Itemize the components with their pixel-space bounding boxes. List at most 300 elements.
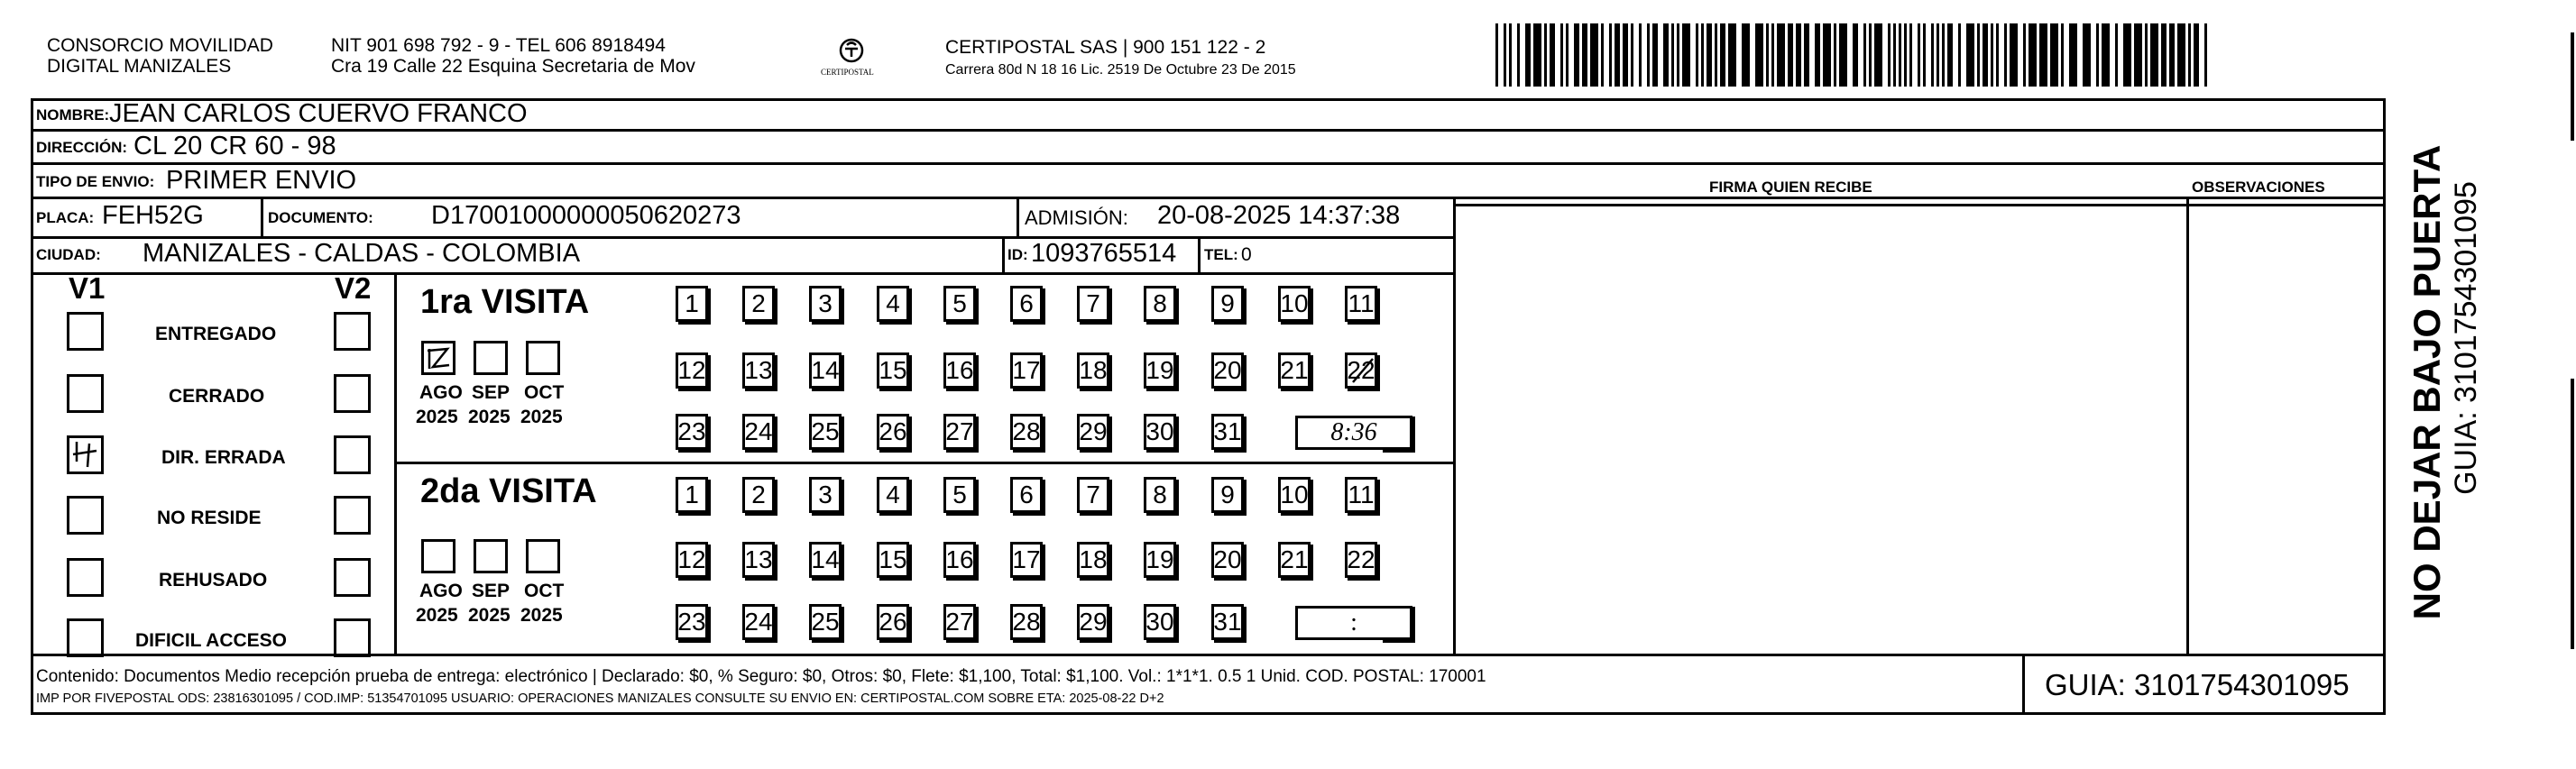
barcode-bar <box>1766 23 1769 87</box>
day-number: 24 <box>744 417 773 445</box>
day-number: 28 <box>1012 608 1041 636</box>
day-number: 30 <box>1145 608 1174 636</box>
day-number: 16 <box>945 356 974 384</box>
day-box-6[interactable] <box>1010 286 1043 322</box>
barcode-bar <box>1550 23 1555 87</box>
day-number: 10 <box>1280 481 1309 508</box>
barcode-bar <box>1701 23 1704 87</box>
barcode-bar <box>1615 23 1620 87</box>
v2-header: V2 <box>335 271 372 305</box>
v1-checkbox[interactable] <box>67 374 104 413</box>
divider <box>1453 204 2186 206</box>
day-box-17[interactable] <box>1010 352 1043 389</box>
day-box-5[interactable] <box>943 477 976 513</box>
barcode-bar <box>1823 23 1831 87</box>
day-box-25[interactable] <box>809 414 842 450</box>
barcode-bar <box>1834 23 1836 87</box>
day-box-18[interactable] <box>1077 352 1109 389</box>
day-box-11[interactable] <box>1345 477 1377 513</box>
barcode-bar <box>1923 23 1926 87</box>
day-number: 23 <box>677 417 706 445</box>
day-box-27[interactable] <box>943 604 976 640</box>
barcode-bar <box>2194 23 2199 87</box>
barcode-bar <box>1771 23 1774 87</box>
day-box-24[interactable] <box>742 414 775 450</box>
day-box-9[interactable] <box>1211 286 1244 322</box>
barcode-bar <box>1888 23 1891 87</box>
day-number: 4 <box>886 481 900 508</box>
month-label: AGO <box>419 382 463 403</box>
barcode-bar <box>1560 23 1563 87</box>
barcode-bar <box>1977 23 1980 87</box>
barcode-bar <box>2050 23 2058 87</box>
company-address: Cra 19 Calle 22 Esquina Secretaria de Mov <box>331 56 695 77</box>
day-number: 21 <box>1280 356 1309 384</box>
month-label: SEP <box>472 382 511 403</box>
barcode-bar <box>1639 23 1642 87</box>
barcode-bar <box>1942 23 1945 87</box>
day-number: 15 <box>879 356 907 384</box>
barcode-bar <box>2102 23 2110 87</box>
divider <box>394 462 1453 464</box>
barcode-bar <box>1715 23 1717 87</box>
day-box-31[interactable] <box>1211 604 1244 640</box>
day-box-3[interactable] <box>809 477 842 513</box>
day-box-22[interactable] <box>1345 352 1377 389</box>
barcode-bar <box>2169 23 2175 87</box>
day-box-16[interactable] <box>943 352 976 389</box>
barcode-bar <box>1677 23 1679 87</box>
barcode-bar <box>1869 23 1872 87</box>
barcode-bar <box>1601 23 1604 87</box>
year-label: 2025 <box>416 407 458 427</box>
barcode-bar <box>1991 23 1993 87</box>
month-checkbox-ago[interactable] <box>421 341 455 375</box>
day-box-21[interactable] <box>1278 352 1311 389</box>
status-label: CERRADO <box>169 386 265 407</box>
v2-checkbox[interactable] <box>334 435 371 474</box>
time-box[interactable] <box>1295 606 1412 640</box>
tel-value: 0 <box>1241 244 1252 265</box>
day-number: 12 <box>677 545 706 573</box>
day-number: 3 <box>818 289 833 317</box>
observaciones-column-header: OBSERVACIONES <box>2192 179 2325 196</box>
barcode-bar <box>1947 23 1953 87</box>
day-number: 1 <box>685 481 699 508</box>
barcode-bar <box>1804 23 1809 87</box>
day-box-2[interactable] <box>742 477 775 513</box>
day-number: 1 <box>685 289 699 317</box>
day-number: 29 <box>1079 417 1108 445</box>
day-number: 12 <box>677 356 706 384</box>
day-number: 5 <box>952 289 967 317</box>
v2-checkbox[interactable] <box>334 558 371 597</box>
day-number: 26 <box>879 417 907 445</box>
id-value: 1093765514 <box>1031 239 1177 268</box>
day-box-29[interactable] <box>1077 604 1109 640</box>
barcode-bar <box>1839 23 1847 87</box>
month-checkbox-ago[interactable] <box>421 539 455 573</box>
day-box-14[interactable] <box>809 352 842 389</box>
barcode-bar <box>1996 23 1999 87</box>
documento-value: D17001000000050620273 <box>431 201 741 230</box>
day-number: 19 <box>1145 356 1174 384</box>
day-box-12[interactable] <box>676 542 708 578</box>
day-number: 11 <box>1348 481 1375 508</box>
divider <box>31 272 1453 275</box>
year-label: 2025 <box>520 407 563 427</box>
day-number: 17 <box>1012 356 1041 384</box>
v1-checkbox[interactable] <box>67 558 104 597</box>
nombre-label: NOMBRE: <box>36 106 110 124</box>
day-box-28[interactable] <box>1010 604 1043 640</box>
barcode-bar <box>1909 23 1912 87</box>
barcode-bar <box>2188 23 2191 87</box>
nombre-value: JEAN CARLOS CUERVO FRANCO <box>109 99 528 128</box>
barcode-bar <box>1533 23 1541 87</box>
visit2-title: 2da VISITA <box>420 472 597 510</box>
day-box-19[interactable] <box>1144 542 1176 578</box>
handwritten-mark-icon <box>69 438 101 471</box>
v2-checkbox[interactable] <box>334 312 371 351</box>
no-dejar-bajo-puerta: NO DEJAR BAJO PUERTA <box>2406 144 2448 620</box>
barcode-bar <box>1788 23 1793 87</box>
certipostal-line2: Carrera 80d N 18 16 Lic. 2519 De Octubre 23 De 2015 <box>945 62 1296 78</box>
day-box-2[interactable] <box>742 286 775 322</box>
divider <box>2022 654 2025 715</box>
barcode-bar <box>2123 23 2131 87</box>
status-label: DIR. ERRADA <box>161 447 286 468</box>
barcode-bar <box>1696 23 1698 87</box>
day-number: 31 <box>1213 417 1242 445</box>
day-number: 10 <box>1280 289 1309 317</box>
divider <box>2186 204 2386 206</box>
barcode-bar <box>2204 23 2207 87</box>
day-number: 5 <box>952 481 967 508</box>
day-box-26[interactable] <box>877 414 909 450</box>
day-box-5[interactable] <box>943 286 976 322</box>
day-number: 2 <box>751 289 766 317</box>
barcode-bar <box>2004 23 2007 87</box>
month-label: AGO <box>419 581 463 601</box>
day-box-25[interactable] <box>809 604 842 640</box>
admision-label: ADMISIÓN: <box>1025 206 1128 229</box>
day-box-7[interactable] <box>1077 286 1109 322</box>
time-box[interactable] <box>1295 416 1412 450</box>
day-number: 9 <box>1220 289 1235 317</box>
day-number: 7 <box>1086 289 1100 317</box>
day-box-23[interactable] <box>676 414 708 450</box>
barcode-bar <box>1566 23 1569 87</box>
barcode-bar <box>2010 23 2018 87</box>
barcode-bar <box>2069 23 2077 87</box>
day-number: 8 <box>1153 481 1167 508</box>
barcode-bar <box>1609 23 1612 87</box>
company-name-line1: CONSORCIO MOVILIDAD <box>47 35 273 56</box>
side-guia: GUIA: 3101754301095 <box>2449 181 2483 495</box>
contenido-line: Contenido: Documentos Medio recepción prueba de entrega: electrónico | Declarado: $0, % Seguro: $0, Otros: $0, Flete: $1,100, Total: $1,100. Vol.: 1*1*1. 0.5 1 Unid. COD. POSTAL: 170001 <box>36 667 1486 686</box>
year-label: 2025 <box>520 605 563 626</box>
barcode-bar <box>1983 23 1988 87</box>
day-box-13[interactable] <box>742 542 775 578</box>
ciudad-label: CIUDAD: <box>36 246 101 263</box>
v1-checkbox[interactable] <box>67 312 104 351</box>
barcode-bar <box>2115 23 2118 87</box>
day-number: 13 <box>744 545 773 573</box>
day-number: 20 <box>1213 545 1242 573</box>
day-box-26[interactable] <box>877 604 909 640</box>
day-box-11[interactable] <box>1345 286 1377 322</box>
day-number: 9 <box>1220 481 1235 508</box>
barcode-bar <box>1931 23 1934 87</box>
handwritten-mark-icon <box>424 343 453 372</box>
status-label: REHUSADO <box>159 570 268 590</box>
day-box-30[interactable] <box>1144 604 1176 640</box>
barcode-bar <box>1937 23 1939 87</box>
day-box-8[interactable] <box>1144 286 1176 322</box>
day-box-17[interactable] <box>1010 542 1043 578</box>
day-number: 28 <box>1012 417 1041 445</box>
tipo-envio-value: PRIMER ENVIO <box>166 166 357 195</box>
day-number: 6 <box>1019 289 1034 317</box>
barcode-bar <box>1815 23 1820 87</box>
divider <box>31 129 2386 132</box>
footer-guia: GUIA: 3101754301095 <box>2045 668 2350 701</box>
day-number: 26 <box>879 608 907 636</box>
barcode-bar <box>1958 23 1961 87</box>
barcode-bar <box>1631 23 1633 87</box>
barcode-bar <box>2150 23 2158 87</box>
day-number: 13 <box>744 356 773 384</box>
divider <box>261 197 263 236</box>
barcode-bar <box>1574 23 1579 87</box>
status-label: NO RESIDE <box>157 508 262 528</box>
divider <box>1002 236 1005 272</box>
time-value: 8:36 <box>1330 418 1377 446</box>
day-box-1[interactable] <box>676 477 708 513</box>
barcode-bar <box>1504 23 1506 87</box>
month-checkbox-oct[interactable] <box>526 539 560 573</box>
year-label: 2025 <box>468 407 511 427</box>
barcode-bar <box>1904 23 1907 87</box>
day-box-1[interactable] <box>676 286 708 322</box>
certipostal-logo-text: CERTIPOSTAL <box>821 68 874 77</box>
day-box-24[interactable] <box>742 604 775 640</box>
barcode-icon <box>1494 23 2215 87</box>
day-box-31[interactable] <box>1211 414 1244 450</box>
barcode-bar <box>1796 23 1801 87</box>
day-box-7[interactable] <box>1077 477 1109 513</box>
direccion-value: CL 20 CR 60 - 98 <box>133 132 336 160</box>
day-box-16[interactable] <box>943 542 976 578</box>
day-box-10[interactable] <box>1278 286 1311 322</box>
v2-checkbox[interactable] <box>334 618 371 657</box>
handwritten-mark-icon <box>1349 355 1376 386</box>
day-box-18[interactable] <box>1077 542 1109 578</box>
form-frame <box>31 98 2386 715</box>
visit1-title: 1ra VISITA <box>420 283 590 321</box>
day-number: 21 <box>1280 545 1309 573</box>
day-box-4[interactable] <box>877 286 909 322</box>
day-number: 14 <box>811 545 840 573</box>
day-number: 17 <box>1012 545 1041 573</box>
divider <box>31 654 2386 656</box>
day-number: 8 <box>1153 289 1167 317</box>
divider <box>31 197 2386 199</box>
day-box-20[interactable] <box>1211 352 1244 389</box>
day-box-13[interactable] <box>742 352 775 389</box>
barcode-bar <box>2023 23 2026 87</box>
v2-checkbox[interactable] <box>334 374 371 413</box>
barcode-bar <box>2161 23 2167 87</box>
tipo-envio-label: TIPO DE ENVIO: <box>36 173 155 190</box>
day-number: 4 <box>886 289 900 317</box>
day-number: 22 <box>1347 356 1375 384</box>
tel-label: TEL: <box>1204 246 1238 263</box>
day-box-8[interactable] <box>1144 477 1176 513</box>
day-number: 11 <box>1348 289 1375 317</box>
day-box-29[interactable] <box>1077 414 1109 450</box>
barcode-bar <box>1918 23 1920 87</box>
divider <box>1453 197 1456 654</box>
day-box-6[interactable] <box>1010 477 1043 513</box>
barcode-bar <box>2039 23 2047 87</box>
divider <box>1198 236 1201 272</box>
divider <box>2186 197 2189 654</box>
barcode-bar <box>1517 23 1520 87</box>
month-checkbox-sep[interactable] <box>474 539 508 573</box>
day-number: 18 <box>1079 356 1108 384</box>
day-number: 30 <box>1145 417 1174 445</box>
edge-mark <box>2571 379 2574 649</box>
barcode-bar <box>1893 23 1896 87</box>
day-box-10[interactable] <box>1278 477 1311 513</box>
barcode-bar <box>2061 23 2064 87</box>
v1-checkbox[interactable] <box>67 496 104 535</box>
certipostal-line1: CERTIPOSTAL SAS | 900 151 122 - 2 <box>945 37 1266 58</box>
barcode-bar <box>1707 23 1712 87</box>
month-label: SEP <box>472 581 511 601</box>
day-box-9[interactable] <box>1211 477 1244 513</box>
barcode-bar <box>1853 23 1858 87</box>
placa-label: PLACA: <box>36 209 95 226</box>
day-box-23[interactable] <box>676 604 708 640</box>
id-label: ID: <box>1007 246 1028 263</box>
day-box-3[interactable] <box>809 286 842 322</box>
barcode-bar <box>1495 23 1498 87</box>
barcode-bar <box>2096 23 2099 87</box>
year-label: 2025 <box>416 605 458 626</box>
admision-value: 20-08-2025 14:37:38 <box>1157 201 1401 230</box>
barcode-bar <box>2145 23 2148 87</box>
edge-mark <box>2571 32 2574 141</box>
day-box-28[interactable] <box>1010 414 1043 450</box>
status-label: ENTREGADO <box>155 324 277 344</box>
imp-line: IMP POR FIVEPOSTAL ODS: 23816301095 / COD.IMP: 51354701095 USUARIO: OPERACIONES MANIZALES CONSULTE SU ENVIO EN: CERTIPOSTAL.COM SOBRE ETA: 2025-08-22 D+2 <box>36 691 1164 706</box>
day-box-14[interactable] <box>809 542 842 578</box>
day-box-15[interactable] <box>877 542 909 578</box>
barcode-bar <box>1755 23 1763 87</box>
v1-checkbox[interactable] <box>67 435 104 474</box>
day-number: 24 <box>744 608 773 636</box>
barcode-bar <box>1863 23 1866 87</box>
day-box-22[interactable] <box>1345 542 1377 578</box>
barcode-bar <box>1966 23 1974 87</box>
day-number: 16 <box>945 545 974 573</box>
barcode-bar <box>1899 23 1901 87</box>
day-number: 3 <box>818 481 833 508</box>
day-number: 31 <box>1213 608 1242 636</box>
barcode-bar <box>2177 23 2185 87</box>
barcode-bar <box>1582 23 1587 87</box>
day-box-15[interactable] <box>877 352 909 389</box>
day-number: 2 <box>751 481 766 508</box>
month-checkbox-oct[interactable] <box>526 341 560 375</box>
day-box-4[interactable] <box>877 477 909 513</box>
ciudad-value: MANIZALES - CALDAS - COLOMBIA <box>143 239 581 268</box>
barcode-bar <box>1647 23 1650 87</box>
placa-value: FEH52G <box>102 201 204 230</box>
day-box-19[interactable] <box>1144 352 1176 389</box>
barcode-bar <box>1682 23 1690 87</box>
day-box-12[interactable] <box>676 352 708 389</box>
day-number: 18 <box>1079 545 1108 573</box>
barcode-bar <box>1671 23 1674 87</box>
day-number: 23 <box>677 608 706 636</box>
company-name-line2: DIGITAL MANIZALES <box>47 56 232 77</box>
barcode-bar <box>2029 23 2037 87</box>
day-number: 19 <box>1145 545 1174 573</box>
barcode-bar <box>1742 23 1750 87</box>
barcode-bar <box>1525 23 1531 87</box>
documento-label: DOCUMENTO: <box>268 209 373 226</box>
barcode-bar <box>2083 23 2091 87</box>
barcode-bar <box>1663 23 1669 87</box>
barcode-bar <box>1728 23 1736 87</box>
v2-checkbox[interactable] <box>334 496 371 535</box>
firma-column-header: FIRMA QUIEN RECIBE <box>1709 179 1872 196</box>
day-number: 6 <box>1019 481 1034 508</box>
company-nit: NIT 901 698 792 - 9 - TEL 606 8918494 <box>331 35 666 56</box>
direccion-label: DIRECCIÓN: <box>36 139 128 156</box>
divider <box>1017 197 1019 236</box>
time-value: : <box>1350 609 1357 636</box>
month-label: OCT <box>524 382 565 403</box>
day-number: 25 <box>811 417 840 445</box>
barcode-bar <box>1874 23 1882 87</box>
barcode-bar <box>2134 23 2142 87</box>
day-box-20[interactable] <box>1211 542 1244 578</box>
day-number: 25 <box>811 608 840 636</box>
day-number: 22 <box>1347 545 1375 573</box>
v1-header: V1 <box>69 271 106 305</box>
barcode-bar <box>1777 23 1785 87</box>
day-number: 20 <box>1213 356 1242 384</box>
day-number: 27 <box>945 608 974 636</box>
day-box-27[interactable] <box>943 414 976 450</box>
month-checkbox-sep[interactable] <box>474 341 508 375</box>
status-label: DIFICIL ACCESO <box>135 630 288 651</box>
month-label: OCT <box>524 581 565 601</box>
day-number: 15 <box>879 545 907 573</box>
day-box-30[interactable] <box>1144 414 1176 450</box>
day-number: 14 <box>811 356 840 384</box>
day-box-21[interactable] <box>1278 542 1311 578</box>
barcode-bar <box>1509 23 1512 87</box>
barcode-graphic <box>1494 23 2215 87</box>
v1-checkbox[interactable] <box>67 618 104 657</box>
barcode-bar <box>1652 23 1658 87</box>
